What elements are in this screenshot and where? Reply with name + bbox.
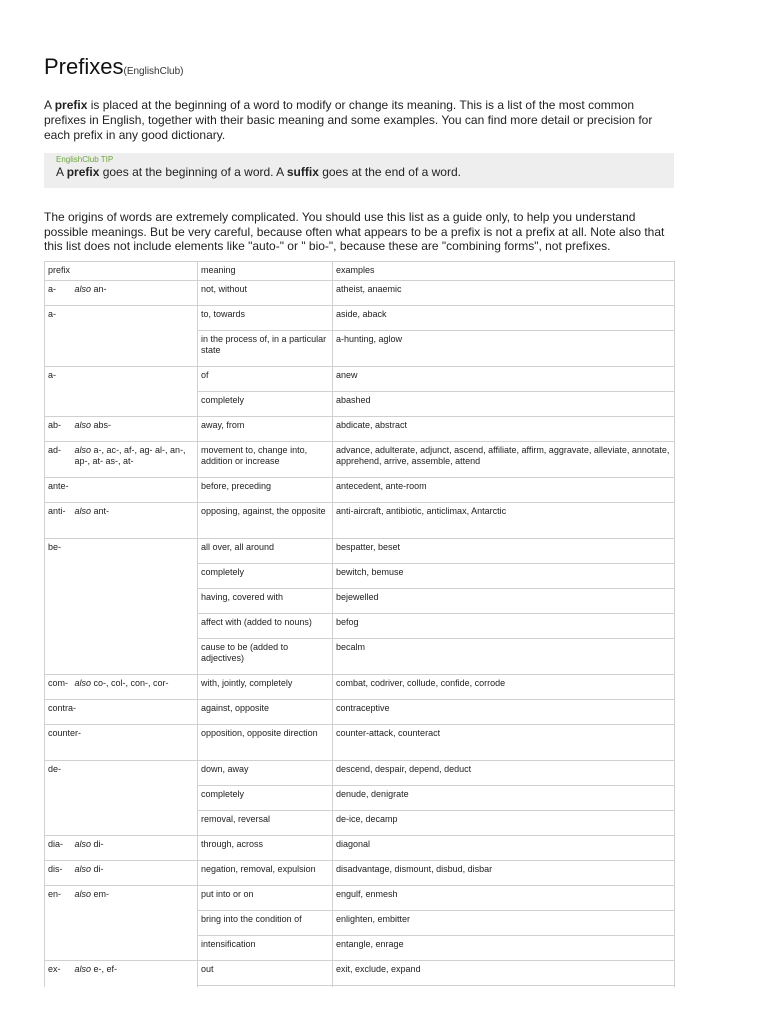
table-row (45, 477, 675, 502)
table-row (45, 416, 675, 441)
table-row (45, 760, 675, 785)
table-row (45, 960, 675, 985)
examples-cell: advance, adulterate, adjunct, ascend, affiliate, affirm, aggravate, alleviate, annotate, apprehend, arrive, assemble, attend (333, 441, 675, 477)
table-row (45, 441, 675, 477)
also-label: also (74, 838, 92, 849)
examples-cell: befog (333, 613, 675, 638)
meaning-cell: affect with (added to nouns) (198, 613, 333, 638)
table-row (45, 835, 675, 860)
prefix-cell: contra- (45, 699, 198, 724)
meaning-cell: having, covered with (198, 588, 333, 613)
examples-cell: aside, aback (333, 305, 675, 330)
examples-cell: engulf, enmesh (333, 885, 675, 910)
examples-cell: becalm (333, 638, 675, 674)
prefix-cell: de- (45, 760, 198, 835)
also-label: also (74, 888, 92, 899)
prefix-cell: counter- (45, 724, 198, 760)
examples-cell: antecedent, ante-room (333, 477, 675, 502)
table-row (45, 885, 675, 910)
intro-text-rest: is placed at the beginning of a word to modify or change its meaning. This is a list of the most common prefixes in English, together with their basic meaning and some examples. You can find more detail or precision for each prefix in any good dictionary. (44, 98, 653, 142)
meaning-cell: out (198, 960, 333, 985)
examples-cell: disadvantage, dismount, disbud, disbar (333, 860, 675, 885)
intro-bold: prefix (54, 98, 88, 112)
examples-cell: diagonal (333, 835, 675, 860)
examples-cell: de-ice, decamp (333, 810, 675, 835)
prefix-cell: anti- (45, 502, 72, 538)
also-label: also (74, 283, 92, 294)
meaning-cell: through, across (198, 835, 333, 860)
title-source: (EnglishClub) (123, 66, 184, 77)
tip-label: EnglishClub TIP (56, 155, 114, 164)
also-label: also (74, 677, 92, 688)
variant-forms: co-, col-, con-, cor- (93, 677, 169, 688)
prefix-cell: ante- (45, 477, 198, 502)
intro-text: A (44, 98, 55, 112)
also-label: also (74, 444, 92, 455)
meaning-cell: with, jointly, completely (198, 674, 333, 699)
page-title (44, 0, 674, 86)
table-row (45, 280, 675, 305)
meaning-cell: not, without (198, 280, 333, 305)
variant-forms: a-, ac-, af-, ag- al-, an-, ap-, at- as-, at- (74, 444, 186, 467)
examples-cell: anew (333, 366, 675, 391)
variant-forms: an- (93, 283, 107, 294)
also-label: also (74, 419, 92, 430)
tip-box (44, 153, 674, 188)
prefix-cell: en- (45, 885, 72, 960)
variant-cell (72, 502, 198, 538)
prefix-cell: a- (45, 366, 198, 416)
meaning-cell: removal, reversal (198, 810, 333, 835)
examples-cell: descend, despair, depend, deduct (333, 760, 675, 785)
prefix-cell: be- (45, 538, 198, 674)
variant-cell (72, 674, 198, 699)
examples-cell: enlighten, embitter (333, 910, 675, 935)
header-examples: examples (333, 261, 675, 280)
examples-cell: bespatter, beset (333, 538, 675, 563)
origins-paragraph: The origins of words are extremely complicated. You should use this list as a guide only, to help you understand possible meanings. But be very careful, because often what appears to be a prefix is not a prefix at all. Note also that this list does not include elements like "auto-" or " bio-", because these are "combining forms", not prefixes. (44, 210, 665, 253)
variant-cell (72, 860, 198, 885)
variant-cell (72, 885, 198, 960)
meaning-cell: opposition, opposite direction (198, 724, 333, 760)
intro-paragraph (44, 98, 674, 143)
also-label: also (74, 505, 92, 516)
prefix-table (44, 261, 675, 1019)
title-text: Prefixes (44, 54, 124, 79)
prefix-cell: a- (45, 280, 72, 305)
prefix-cell: a- (45, 305, 198, 366)
prefix-cell: ab- (45, 416, 72, 441)
also-label: also (74, 963, 92, 974)
table-row (45, 502, 675, 538)
variant-cell (72, 441, 198, 477)
meaning-cell: completely (198, 391, 333, 416)
meaning-cell: to, towards (198, 305, 333, 330)
examples-cell: a-hunting, aglow (333, 330, 675, 366)
header-prefix: prefix (45, 261, 198, 280)
variant-cell (72, 835, 198, 860)
meaning-cell: away, from (198, 416, 333, 441)
meaning-cell: completely (198, 785, 333, 810)
examples-cell: abdicate, abstract (333, 416, 675, 441)
table-row (45, 538, 675, 563)
table-row (45, 305, 675, 330)
variant-forms: di- (93, 863, 104, 874)
examples-cell: abashed (333, 391, 675, 416)
examples-cell: counter-attack, counteract (333, 724, 675, 760)
meaning-cell: all over, all around (198, 538, 333, 563)
examples-cell: anti-aircraft, antibiotic, anticlimax, Antarctic (333, 502, 675, 538)
variant-forms: abs- (93, 419, 112, 430)
prefix-cell: com- (45, 674, 72, 699)
meaning-cell: negation, removal, expulsion (198, 860, 333, 885)
prefix-cell: dis- (45, 860, 72, 885)
table-row (45, 724, 675, 760)
meaning-cell: against, opposite (198, 699, 333, 724)
meaning-cell: opposing, against, the opposite (198, 502, 333, 538)
meaning-cell: bring into the condition of (198, 910, 333, 935)
prefix-cell: ad- (45, 441, 72, 477)
meaning-cell: of (198, 366, 333, 391)
document-page (44, 0, 674, 1019)
variant-cell (72, 416, 198, 441)
examples-cell: contraceptive (333, 699, 675, 724)
examples-cell: combat, codriver, collude, confide, corrode (333, 674, 675, 699)
meaning-cell: before, preceding (198, 477, 333, 502)
header-meaning: meaning (198, 261, 333, 280)
meaning-cell: cause to be (added to adjectives) (198, 638, 333, 674)
examples-cell: exit, exclude, expand (333, 960, 675, 985)
table-row (45, 699, 675, 724)
meaning-cell: movement to, change into, addition or increase (198, 441, 333, 477)
table-body (45, 280, 675, 1018)
variant-cell (72, 280, 198, 305)
examples-cell: entangle, enrage (333, 935, 675, 960)
meaning-cell: intensification (198, 935, 333, 960)
page-bottom-margin (0, 987, 768, 1027)
table-row (45, 860, 675, 885)
examples-cell: denude, denigrate (333, 785, 675, 810)
examples-cell: bewitch, bemuse (333, 563, 675, 588)
variant-forms: ant- (93, 505, 110, 516)
table-row (45, 674, 675, 699)
meaning-cell: put into or on (198, 885, 333, 910)
table-row (45, 366, 675, 391)
meaning-cell: in the process of, in a particular state (198, 330, 333, 366)
prefix-cell: dia- (45, 835, 72, 860)
meaning-cell: completely (198, 563, 333, 588)
variant-forms: e-, ef- (93, 963, 118, 974)
table-header-row (45, 261, 675, 280)
variant-forms: em- (93, 888, 110, 899)
examples-cell: atheist, anaemic (333, 280, 675, 305)
examples-cell: bejewelled (333, 588, 675, 613)
meaning-cell: down, away (198, 760, 333, 785)
variant-forms: di- (93, 838, 104, 849)
prefix-cell: ex- (45, 960, 72, 1018)
also-label: also (74, 863, 92, 874)
tip-text: A prefix goes at the beginning of a word. A suffix goes at the end of a word. (56, 165, 461, 179)
